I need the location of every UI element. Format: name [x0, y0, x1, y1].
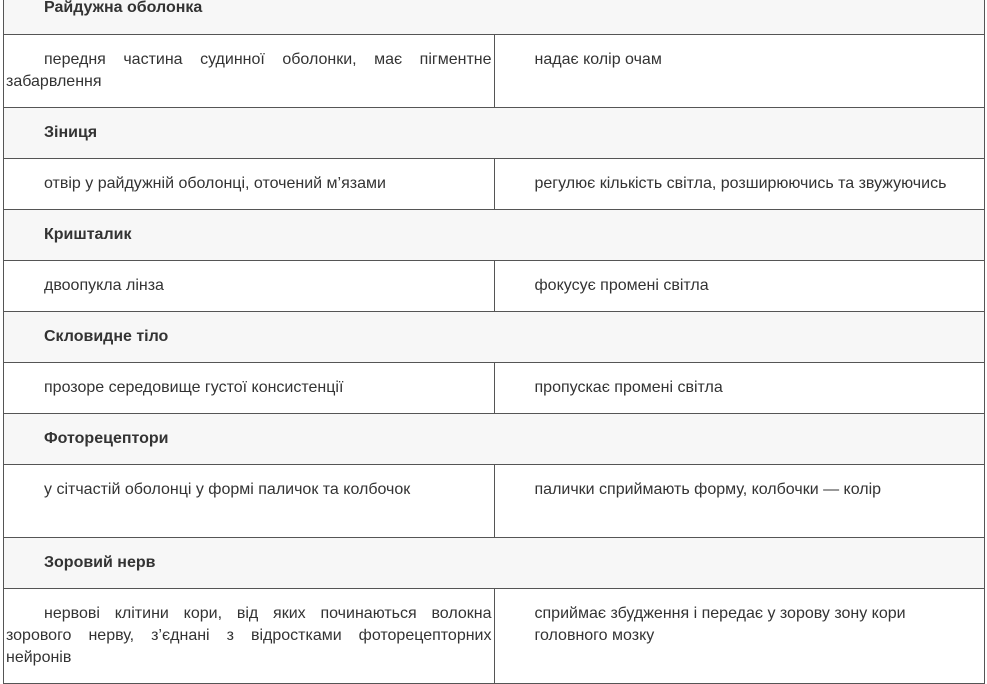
structure-text: отвір у райдужній оболонці, оточений м’язами	[44, 175, 386, 192]
row-title: Скловидне тіло	[44, 328, 169, 345]
structure-cell	[4, 159, 495, 210]
row-title-cell	[4, 210, 985, 261]
row-title-cell	[4, 538, 985, 589]
table-row-header	[4, 210, 985, 261]
row-title: Райдужна оболонка	[44, 0, 203, 16]
structure-text: двоопукла лінза	[44, 277, 164, 294]
function-text: регулює кількість світла, розширюючись та звужуючись	[534, 175, 947, 192]
row-title-cell	[4, 312, 985, 363]
structure-cell	[4, 465, 495, 538]
row-title: Кришталик	[44, 226, 132, 243]
table-row	[4, 35, 985, 108]
table-row-header	[4, 414, 985, 465]
row-title-cell	[4, 0, 985, 35]
table-row	[4, 261, 985, 312]
structure-text: нервові клітини кори, від яких починаються волокна зорового нерву, з’єднані з відростками фоторецепторних нейронів	[6, 605, 492, 666]
function-text: палички сприймають форму, колбочки — колір	[534, 481, 882, 498]
structure-cell	[4, 589, 495, 684]
structure-text: прозоре середовище густої консистенції	[44, 379, 344, 396]
table-row-header	[4, 538, 985, 589]
table-row-header	[4, 108, 985, 159]
function-cell	[494, 261, 985, 312]
table-row-header	[4, 312, 985, 363]
table-row	[4, 465, 985, 538]
table-row	[4, 589, 985, 684]
row-title-cell	[4, 414, 985, 465]
function-cell	[494, 159, 985, 210]
function-cell	[494, 465, 985, 538]
row-title: Фоторецептори	[44, 430, 169, 447]
eye-structure-table	[3, 0, 985, 684]
table-row	[4, 363, 985, 414]
structure-cell	[4, 363, 495, 414]
function-text: сприймає збудження і передає у зорову зону кори головного мозку	[534, 605, 906, 644]
eye-structure-table-wrapper	[3, 0, 985, 684]
structure-cell	[4, 261, 495, 312]
structure-text: у сітчастій оболонці у формі паличок та колбочок	[44, 481, 411, 498]
function-cell	[494, 363, 985, 414]
table-row	[4, 159, 985, 210]
structure-cell	[4, 35, 495, 108]
function-cell	[494, 35, 985, 108]
structure-text: передня частина судинної оболонки, має пігментне забарвлення	[6, 51, 492, 90]
function-cell	[494, 589, 985, 684]
function-text: пропускає промені світла	[534, 379, 723, 396]
row-title: Зіниця	[44, 124, 98, 141]
function-text: фокусує промені світла	[534, 277, 709, 294]
row-title: Зоровий нерв	[44, 554, 156, 571]
row-title-cell	[4, 108, 985, 159]
table-row-header	[4, 0, 985, 35]
function-text: надає колір очам	[534, 51, 662, 68]
